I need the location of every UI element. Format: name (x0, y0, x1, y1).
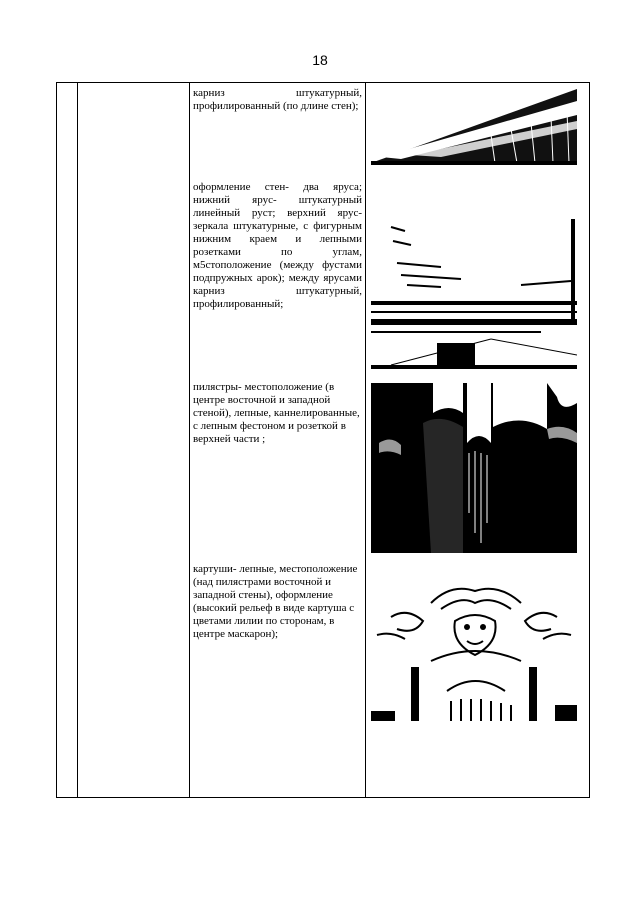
wall-decor-photo (371, 215, 577, 369)
page-number: 18 (312, 52, 328, 68)
row-text-pilasters (193, 381, 362, 446)
row-text-pilasters-content: пилястры- местоположение (в центре восточной и западной стеной), лепные, каннелированные, с лепным фестоном и розеткой в верхней части ; (193, 381, 360, 445)
table-divider-3 (365, 83, 366, 797)
table-divider-1 (77, 83, 78, 797)
table-divider-2 (189, 83, 190, 797)
row-text-cartouche (193, 563, 362, 641)
cartouche-photo (371, 581, 577, 721)
cornice-photo (371, 85, 577, 165)
document-table (56, 82, 590, 798)
row-text-wall-decor-content: оформление стен- два яруса; нижний ярус- штукатурный линейный руст; верхний ярус- зеркала штукатурные, с фигурным нижним краем и лепными розетками по углам, м5стоположение (между фустами подпружных арок); между ярусами карниз штукатурный, профилированный; (193, 181, 362, 310)
row-text-wall-decor (193, 181, 362, 311)
row-text-cartouche-content: картуши- лепные, местоположение (над пилястрами восточной и западной стены), оформление (высокий рельеф в виде картуша с цветами лилии по сторонам, в центре маскарон); (193, 563, 358, 640)
row-text-cornice-content: карниз штукатурный, профилированный (по длине стен); (193, 87, 362, 112)
pilasters-photo (371, 383, 577, 553)
row-text-cornice (193, 87, 362, 113)
